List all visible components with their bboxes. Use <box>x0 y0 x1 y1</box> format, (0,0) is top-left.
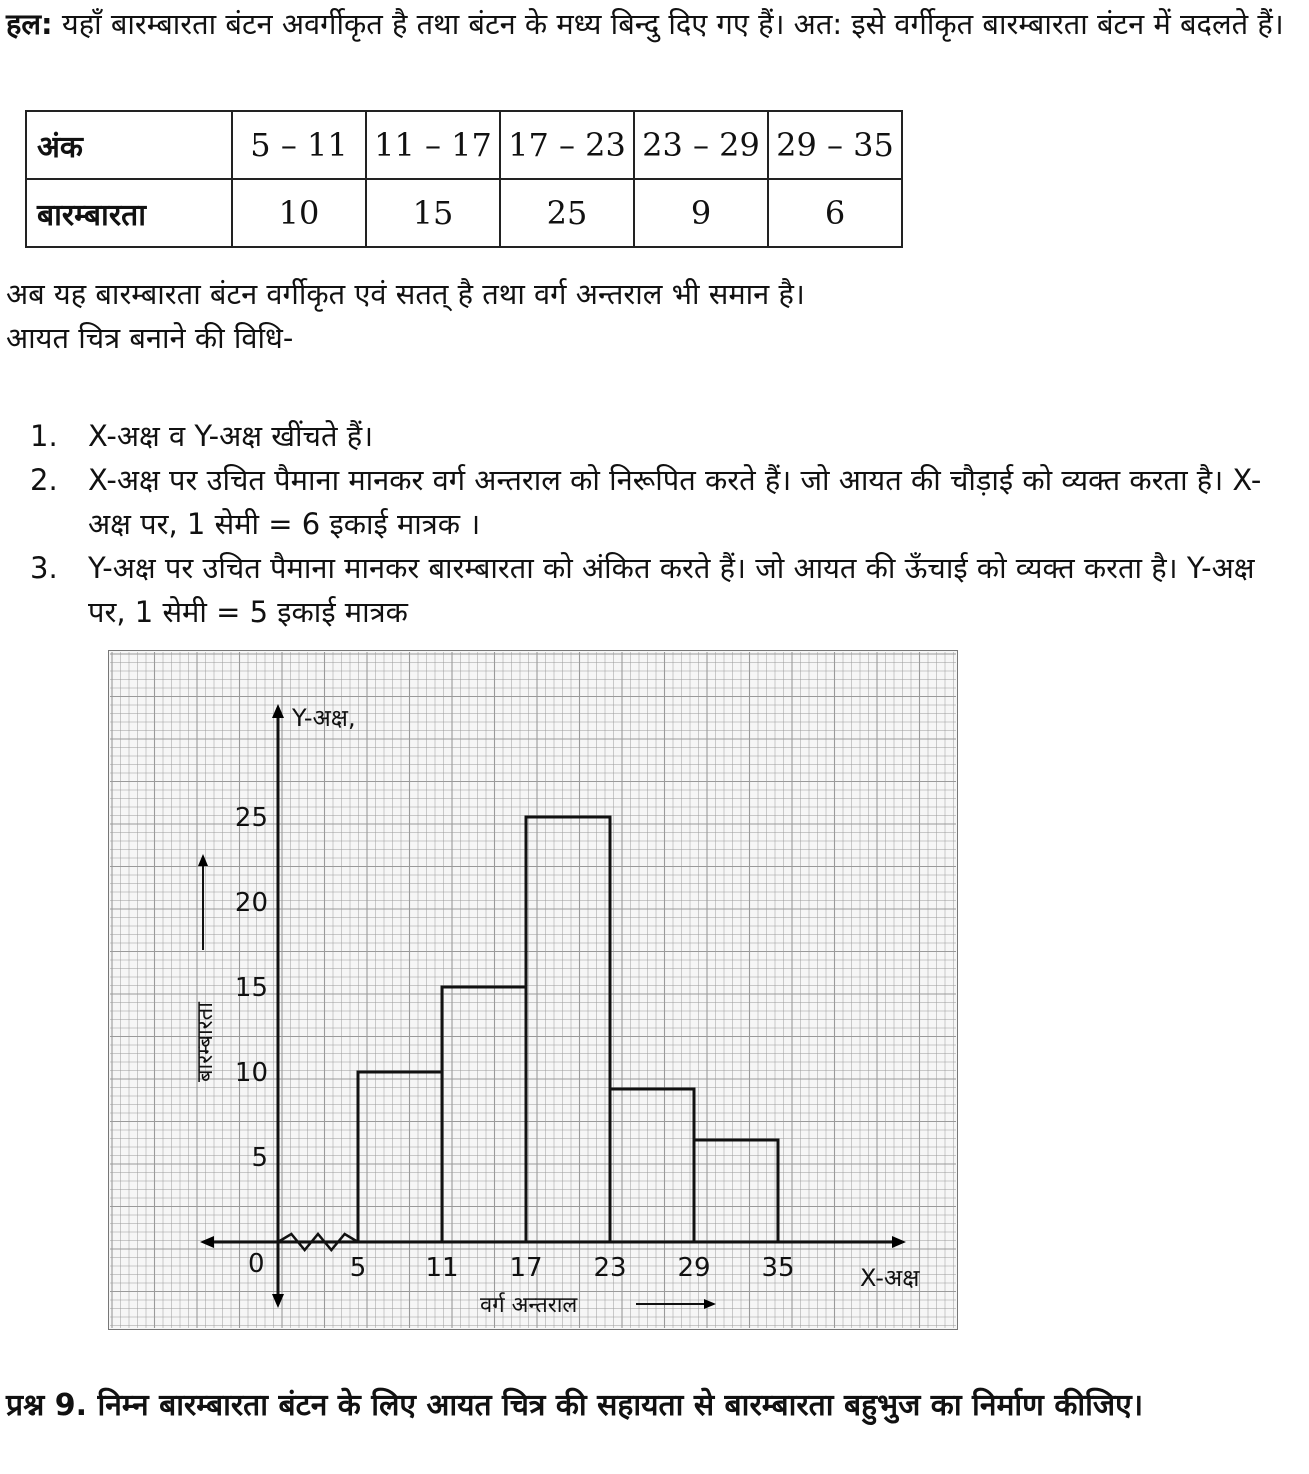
table-cell-frequency: 6 <box>768 179 902 247</box>
y-tick-label: 5 <box>251 1143 268 1173</box>
y-axis-name: Y-अक्ष, <box>292 704 356 732</box>
solution-label: हल: <box>6 7 53 41</box>
step-number: 2. <box>30 463 58 497</box>
continuation-text <box>6 272 1296 360</box>
y-tick-label: 15 <box>234 973 268 1003</box>
x-tick-label: 17 <box>509 1253 543 1283</box>
x-tick-label: 11 <box>425 1253 459 1283</box>
list-item <box>30 414 1300 458</box>
table-row-frequencies <box>26 179 902 247</box>
table-cell-interval: 11 – 17 <box>366 111 500 179</box>
x-tick-label: 23 <box>593 1253 627 1283</box>
list-item <box>30 458 1300 546</box>
table-cell-frequency: 25 <box>500 179 634 247</box>
table-cell-frequency: 9 <box>634 179 768 247</box>
table-cell-interval: 5 – 11 <box>232 111 366 179</box>
y-axis-caption: बारम्बारता <box>193 1002 218 1082</box>
table-row-head-marks: अंक <box>26 111 232 179</box>
origin-label: 0 <box>248 1249 265 1279</box>
table-cell-interval: 29 – 35 <box>768 111 902 179</box>
y-tick-label: 20 <box>234 888 268 918</box>
method-steps <box>30 414 1300 634</box>
list-item <box>30 546 1300 634</box>
solution-intro <box>6 2 1296 46</box>
x-axis-caption: वर्ग अन्तराल <box>480 1293 578 1318</box>
table-cell-frequency: 10 <box>232 179 366 247</box>
step-text: X-अक्ष पर उचित पैमाना मानकर वर्ग अन्तराल को निरूपित करते हैं। जो आयत की चौड़ाई को व्यक्त करता है। X-अक्ष पर, 1 सेमी = 6 इकाई मात्रक । <box>88 463 1262 541</box>
frequency-table <box>25 110 903 248</box>
question-9: प्रश्न 9. निम्न बारम्बारता बंटन के लिए आयत चित्र की सहायता से बारम्बारता बहुभुज का निर्माण कीजिए। <box>6 1388 1144 1423</box>
step-number: 3. <box>30 551 58 585</box>
step-number: 1. <box>30 419 58 453</box>
y-tick-label: 25 <box>234 803 268 833</box>
continuation-line-1: अब यह बारम्बारता बंटन वर्गीकृत एवं सतत् है तथा वर्ग अन्तराल भी समान है। <box>6 277 805 311</box>
table-cell-interval: 17 – 23 <box>500 111 634 179</box>
x-axis-name: X-अक्ष <box>860 1264 920 1292</box>
y-tick-label: 10 <box>234 1058 268 1088</box>
solution-intro-text: यहाँ बारम्बारता बंटन अवर्गीकृत है तथा बंटन के मध्य बिन्दु दिए गए हैं। अत: इसे वर्गीकृत बारम्बारता बंटन में बदलते हैं। <box>61 7 1284 41</box>
x-tick-label: 29 <box>677 1253 711 1283</box>
table-cell-interval: 23 – 29 <box>634 111 768 179</box>
step-text: X-अक्ष व Y-अक्ष खींचते हैं। <box>88 419 374 453</box>
x-tick-label: 5 <box>349 1253 367 1283</box>
histogram-chart <box>108 650 958 1330</box>
continuation-line-2: आयत चित्र बनाने की विधि- <box>6 321 294 355</box>
table-cell-frequency: 15 <box>366 179 500 247</box>
table-row-head-frequency: बारम्बारता <box>26 179 232 247</box>
step-text: Y-अक्ष पर उचित पैमाना मानकर बारम्बारता को अंकित करते हैं। जो आयत की ऊँचाई को व्यक्त करता है। Y-अक्ष पर, 1 सेमी = 5 इकाई मात्रक <box>88 551 1255 629</box>
x-tick-label: 35 <box>761 1253 795 1283</box>
table-row-intervals <box>26 111 902 179</box>
